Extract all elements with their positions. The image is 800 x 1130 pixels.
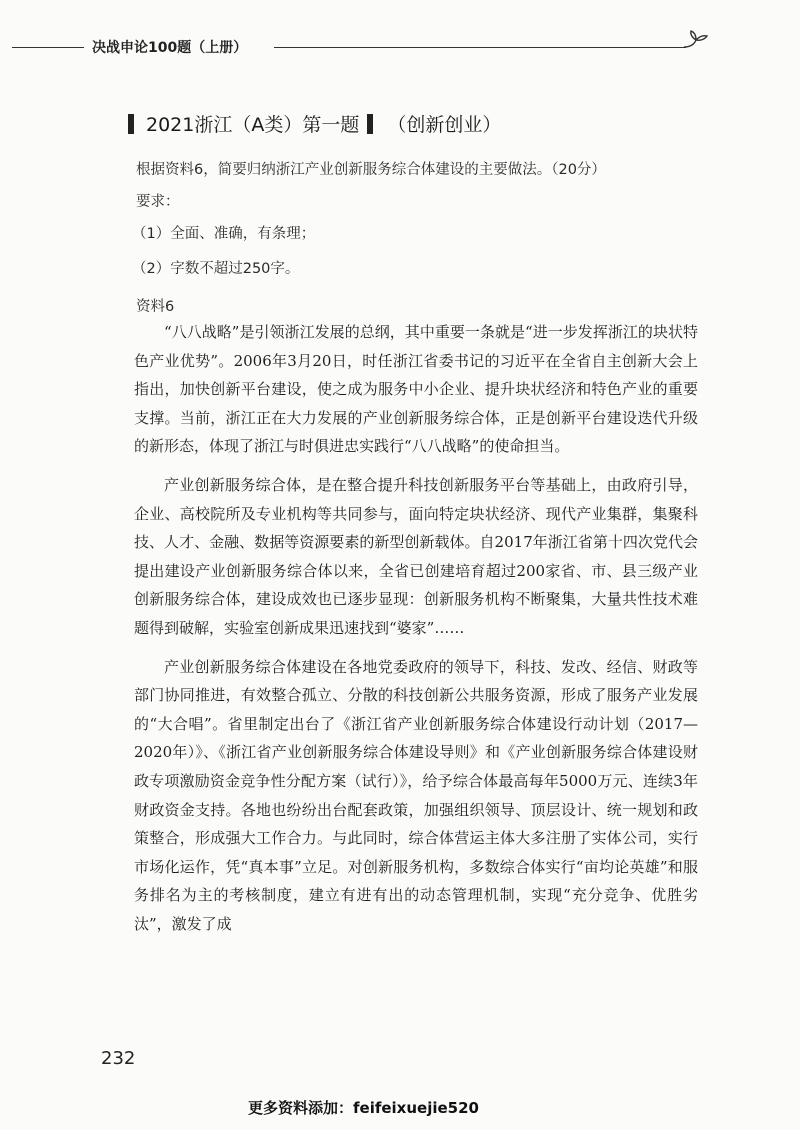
question-title xyxy=(128,110,501,137)
material-label: 资料6 xyxy=(136,299,175,315)
material-body xyxy=(134,318,698,948)
requirement-item: （2）字数不超过250字。 xyxy=(132,261,300,277)
header-rule-right xyxy=(274,47,686,48)
question-prompt: 根据资料6，简要归纳浙江产业创新服务综合体建设的主要做法。（20分） xyxy=(136,162,606,178)
requirements-label: 要求： xyxy=(136,194,180,210)
sprout-icon xyxy=(682,24,712,54)
material-paragraph: “八八战略”是引领浙江发展的总纲，其中重要一条就是“进一步发挥浙江的块状特色产业优势”。2006年3月20日，时任浙江省委书记的习近平在全省自主创新大会上指出，加快创新平台建设，使之成为服务中小企业、提升块状经济和特色产业的重要支撑。当前，浙江正在大力发展的产业创新服务综合体，正是创新平台建设迭代升级的新形态，体现了浙江与时俱进忠实践行“八八战略”的使命担当。 xyxy=(134,323,698,456)
question-topic: （创新创业） xyxy=(387,114,502,136)
material-paragraph: 产业创新服务综合体，是在整合提升科技创新服务平台等基础上，由政府引导，企业、高校院所及专业机构等共同参与，面向特定块状经济、现代产业集群，集聚科技、人才、金融、数据等资源要素的新型创新载体。自2017年浙江省第十四次党代会提出建设产业创新服务综合体以来，全省已创建培育超过200家省、市、县三级产业创新服务综合体，建设成效也已逐步显现：创新服务机构不断聚集，大量共性技术难题得到破解，实验室创新成果迅速找到“婆家”…… xyxy=(134,475,698,637)
page-number: 232 xyxy=(101,1048,136,1069)
title-marker-left xyxy=(128,114,134,134)
requirement-item: （1）全面、准确，有条理； xyxy=(132,226,316,242)
header-rule-left xyxy=(12,47,84,48)
question-title-text: 2021浙江（A类）第一题 xyxy=(146,114,360,136)
title-marker-right xyxy=(367,114,373,134)
running-header-title: 决战申论100题（上册） xyxy=(92,40,248,56)
footer-note: 更多资料添加：feifeixuejie520 xyxy=(248,1099,479,1117)
material-paragraph: 产业创新服务综合体建设在各地党委政府的领导下，科技、发改、经信、财政等部门协同推进，有效整合孤立、分散的科技创新公共服务资源，形成了服务产业发展的“大合唱”。省里制定出台了《浙江省产业创新服务综合体建设行动计划（2017—2020年）》、《浙江省产业创新服务综合体建设导则》和《产业创新服务综合体建设财政专项激励资金竞争性分配方案（试行）》，给予综合体最高每年5000万元、连续3年财政资金支持。各地也纷纷出台配套政策，加强组织领导、顶层设计、统一规划和政策整合，形成强大工作合力。与此同时，综合体营运主体大多注册了实体公司，实行市场化运作，凭“真本事”立足。对创新服务机构，多数综合体实行“亩均论英雄”和服务排名为主的考核制度，建立有进有出的动态管理机制，实现“充分竞争、优胜劣汰”，激发了成 xyxy=(134,657,698,933)
